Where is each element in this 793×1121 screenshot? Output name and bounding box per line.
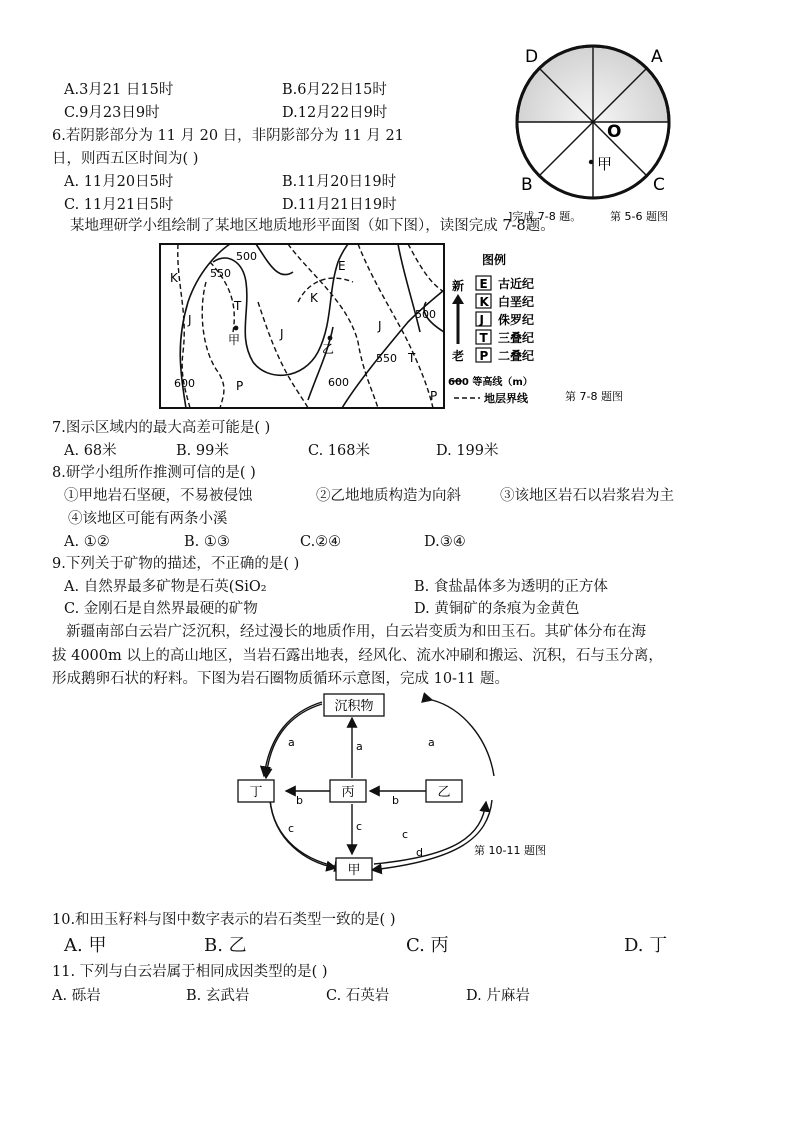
- arrow-label-b-left: b: [296, 794, 303, 807]
- box-yi: 乙: [437, 785, 451, 800]
- contour-500-right: 500: [415, 308, 436, 321]
- arrow-label-c-mid: c: [356, 820, 363, 833]
- legend-code-e: E: [479, 277, 488, 291]
- legend-code-j: J: [479, 313, 484, 327]
- q6-option-a: A. 11月20日5时: [64, 174, 174, 190]
- figure-5-6-caption: 第 5-6 题图: [610, 210, 668, 223]
- arrow-label-b-right: b: [392, 794, 399, 807]
- q11-stem: 11. 下列与白云岩属于相同成因类型的是( ): [52, 964, 328, 980]
- q9-option-c: C. 金刚石是自然界最硬的矿物: [64, 601, 258, 617]
- passage-line1: 新疆南部白云岩广泛沉积，经过漫长的地质作用，白云岩变质为和田玉石。其矿体分布在海: [66, 624, 646, 640]
- q9-stem: 9.下列关于矿物的描述，不正确的是( ): [52, 556, 300, 572]
- label-b: B: [521, 175, 533, 195]
- q11-option-b: B. 玄武岩: [186, 988, 250, 1004]
- q11-option-c: C. 石英岩: [326, 988, 390, 1004]
- contour-500-top: 500: [236, 250, 257, 263]
- arrow-label-a-left: a: [288, 736, 295, 749]
- box-ding: 丁: [249, 785, 263, 800]
- stratum-e: E: [338, 259, 346, 273]
- stratum-p-left: P: [236, 379, 244, 393]
- q10-stem: 10.和田玉籽料与图中数字表示的岩石类型一致的是( ): [52, 912, 396, 928]
- q5-option-d: D.12月22日9时: [282, 105, 388, 121]
- legend-code-p: P: [479, 349, 489, 363]
- q8-option-c: C.②④: [300, 534, 342, 550]
- arrow-label-c-right: c: [402, 828, 409, 841]
- q6-option-c: C. 11月21日5时: [64, 197, 174, 213]
- arrow-label-d: d: [416, 846, 423, 859]
- q6-stem-line2: 日，则西五区时间为( ): [52, 151, 199, 167]
- legend-code-t: T: [479, 331, 488, 345]
- fragment-text: ]完成 7-8 题。: [508, 210, 582, 223]
- contour-550-left: 550: [210, 267, 231, 280]
- q5-option-c: C.9月23日9时: [64, 105, 160, 121]
- q8-option-b: B. ①③: [184, 534, 230, 550]
- q7-option-d: D. 199米: [436, 443, 499, 459]
- legend-name-t: 三叠纪: [498, 331, 535, 345]
- q8-statement-4: ④该地区可能有两条小溪: [68, 511, 228, 527]
- q8-option-a: A. ①②: [64, 534, 110, 550]
- legend-name-k: 白垩纪: [498, 295, 535, 309]
- legend-boundary: 地层界线: [484, 392, 528, 405]
- q7-option-c: C. 168米: [308, 443, 370, 459]
- q5-option-b: B.6月22日15时: [282, 82, 387, 98]
- q7-option-a: A. 68米: [64, 443, 117, 459]
- box-bing: 丙: [341, 785, 355, 800]
- stratum-t-right: T: [408, 351, 416, 365]
- q8-statement-2: ②乙地地质构造为向斜: [316, 488, 461, 504]
- box-sediment: 沉积物: [334, 699, 374, 714]
- box-jia: 甲: [347, 863, 361, 878]
- label-d: D: [525, 47, 539, 67]
- q7-stem: 7.图示区域内的最大高差可能是( ): [52, 420, 271, 436]
- q8-statement-3: ③该地区岩石以岩浆岩为主: [500, 488, 674, 504]
- legend-title: 图例: [482, 253, 507, 267]
- q7-option-b: B. 99米: [176, 443, 229, 459]
- arrow-label-c-left: c: [288, 822, 295, 835]
- q5-option-a: A.3月21 日15时: [64, 82, 174, 98]
- figure-5-6: [495, 40, 695, 230]
- q10-option-d: D. 丁: [624, 935, 668, 956]
- q6-option-b: B.11月20日19时: [282, 174, 397, 190]
- legend-old: 老: [452, 349, 465, 363]
- label-jia-map: 甲: [228, 333, 241, 347]
- point-jia-map: [234, 326, 239, 331]
- legend-name-e: 古近纪: [498, 277, 535, 291]
- stratum-p-right: P: [430, 389, 438, 403]
- point-yi-map: [328, 336, 333, 341]
- q9-option-a: A. 自然界最多矿物是石英(SiO₂: [64, 579, 267, 595]
- figure-10-11-caption: 第 10-11 题图: [474, 844, 546, 857]
- q10-option-b: B. 乙: [204, 935, 247, 956]
- label-yi-map: 乙: [322, 342, 335, 356]
- legend-new: 新: [452, 279, 465, 293]
- stratum-j-mid: J: [280, 327, 284, 341]
- contour-600-mid: 600: [328, 376, 349, 389]
- q78-intro: 某地理研学小组绘制了某地区地质地形平面图（如下图），读图完成 7-8题。: [70, 218, 555, 234]
- passage-line3: 形成鹅卵石状的籽料。下图为岩石圈物质循环示意图，完成 10-11 题。: [52, 671, 510, 687]
- q11-option-d: D. 片麻岩: [466, 988, 530, 1004]
- figure-10-11: [230, 690, 610, 890]
- stratum-j-right: J: [378, 319, 382, 333]
- legend-name-j: 侏罗纪: [498, 313, 535, 327]
- q10-option-a: A. 甲: [64, 935, 107, 956]
- stratum-k-mid: K: [310, 291, 318, 305]
- q9-option-b: B. 食盐晶体多为透明的正方体: [414, 579, 608, 595]
- figure-7-8-map: [158, 242, 448, 412]
- q11-option-a: A. 砾岩: [52, 988, 101, 1004]
- label-jia: 甲: [597, 155, 613, 173]
- q8-statement-1: ①甲地岩石坚硬，不易被侵蚀: [64, 488, 253, 504]
- label-c: C: [653, 175, 665, 195]
- q8-stem: 8.研学小组所作推测可信的是( ): [52, 465, 256, 481]
- q8-option-d: D.③④: [424, 534, 466, 550]
- stratum-k-left: K: [170, 271, 178, 285]
- q6-stem-line1: 6.若阴影部分为 11 月 20 日，非阴影部分为 11 月 21: [52, 128, 404, 144]
- arrow-label-a-right: a: [428, 736, 435, 749]
- legend-code-k: K: [479, 295, 489, 309]
- label-a: A: [651, 47, 663, 67]
- q6-option-d: D.11月21日19时: [282, 197, 397, 213]
- point-jia: [589, 160, 593, 164]
- label-o: O: [607, 122, 622, 142]
- legend-name-p: 二叠纪: [498, 349, 535, 363]
- legend-contour: 600 等高线（m）: [448, 377, 533, 388]
- arrow-label-a-mid: a: [356, 740, 363, 753]
- contour-600-left: 600: [174, 377, 195, 390]
- contour-550-right: 550: [376, 352, 397, 365]
- q10-option-c: C. 丙: [406, 935, 449, 956]
- stratum-j-left: J: [188, 313, 192, 327]
- q9-option-d: D. 黄铜矿的条痕为金黄色: [414, 601, 580, 617]
- passage-line2: 拔 4000m 以上的高山地区，当岩石露出地表，经风化、流水冲刷和搬运、沉积，石与玉分离，: [52, 648, 663, 664]
- figure-7-8-legend: [448, 248, 648, 413]
- stratum-t-left: T: [234, 299, 242, 313]
- figure-7-8-caption: 第 7-8 题图: [565, 390, 623, 403]
